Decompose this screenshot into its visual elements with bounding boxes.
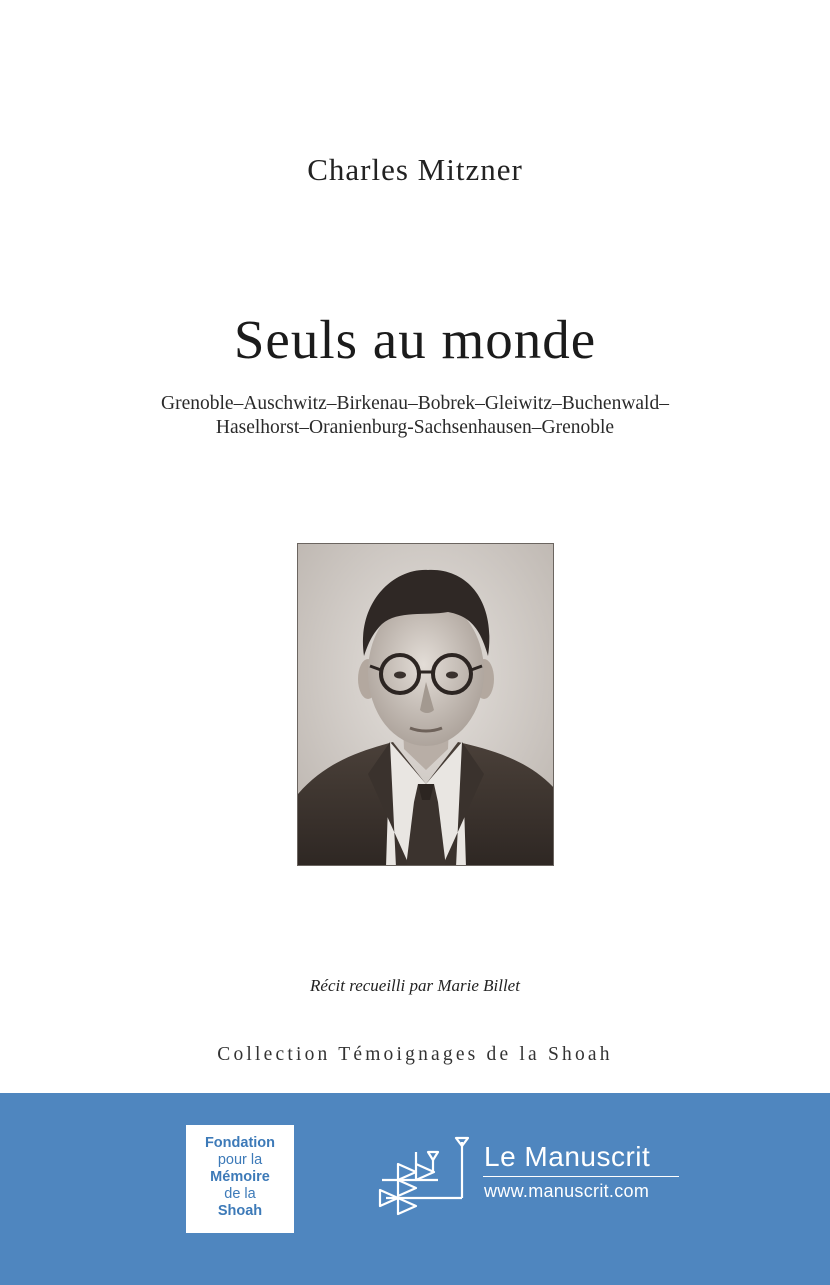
collection-name: Collection Témoignages de la Shoah bbox=[217, 1044, 613, 1065]
publisher-url[interactable]: www.manuscrit.com bbox=[484, 1181, 650, 1201]
subtitle-itinerary bbox=[0, 392, 830, 440]
credit-line: Récit recueilli par Marie Billet bbox=[310, 976, 520, 995]
footer-band bbox=[0, 1093, 830, 1285]
foundation-logo-line: Mémoire bbox=[210, 1169, 270, 1185]
portrait-photo bbox=[297, 543, 554, 866]
author-name: Charles Mitzner bbox=[307, 152, 523, 187]
publisher-name: Le Manuscrit bbox=[484, 1141, 651, 1172]
book-title: Seuls au monde bbox=[233, 309, 597, 370]
foundation-logo-line: Fondation bbox=[204, 1135, 276, 1151]
subtitle-line-1: Grenoble–Auschwitz–Birkenau–Bobrek–Gleiwitz–Buchenwald– bbox=[161, 393, 669, 414]
foundation-logo-line: de la bbox=[224, 1186, 256, 1202]
foundation-logo-line: Shoah bbox=[217, 1203, 263, 1219]
foundation-logo bbox=[186, 1125, 294, 1233]
publisher-divider bbox=[483, 1176, 679, 1177]
foundation-logo-line: pour la bbox=[217, 1152, 263, 1168]
manuscrit-logo-icon bbox=[376, 1136, 472, 1223]
subtitle-line-2: Haselhorst–Oranienburg-Sachsenhausen–Grenoble bbox=[215, 417, 615, 438]
